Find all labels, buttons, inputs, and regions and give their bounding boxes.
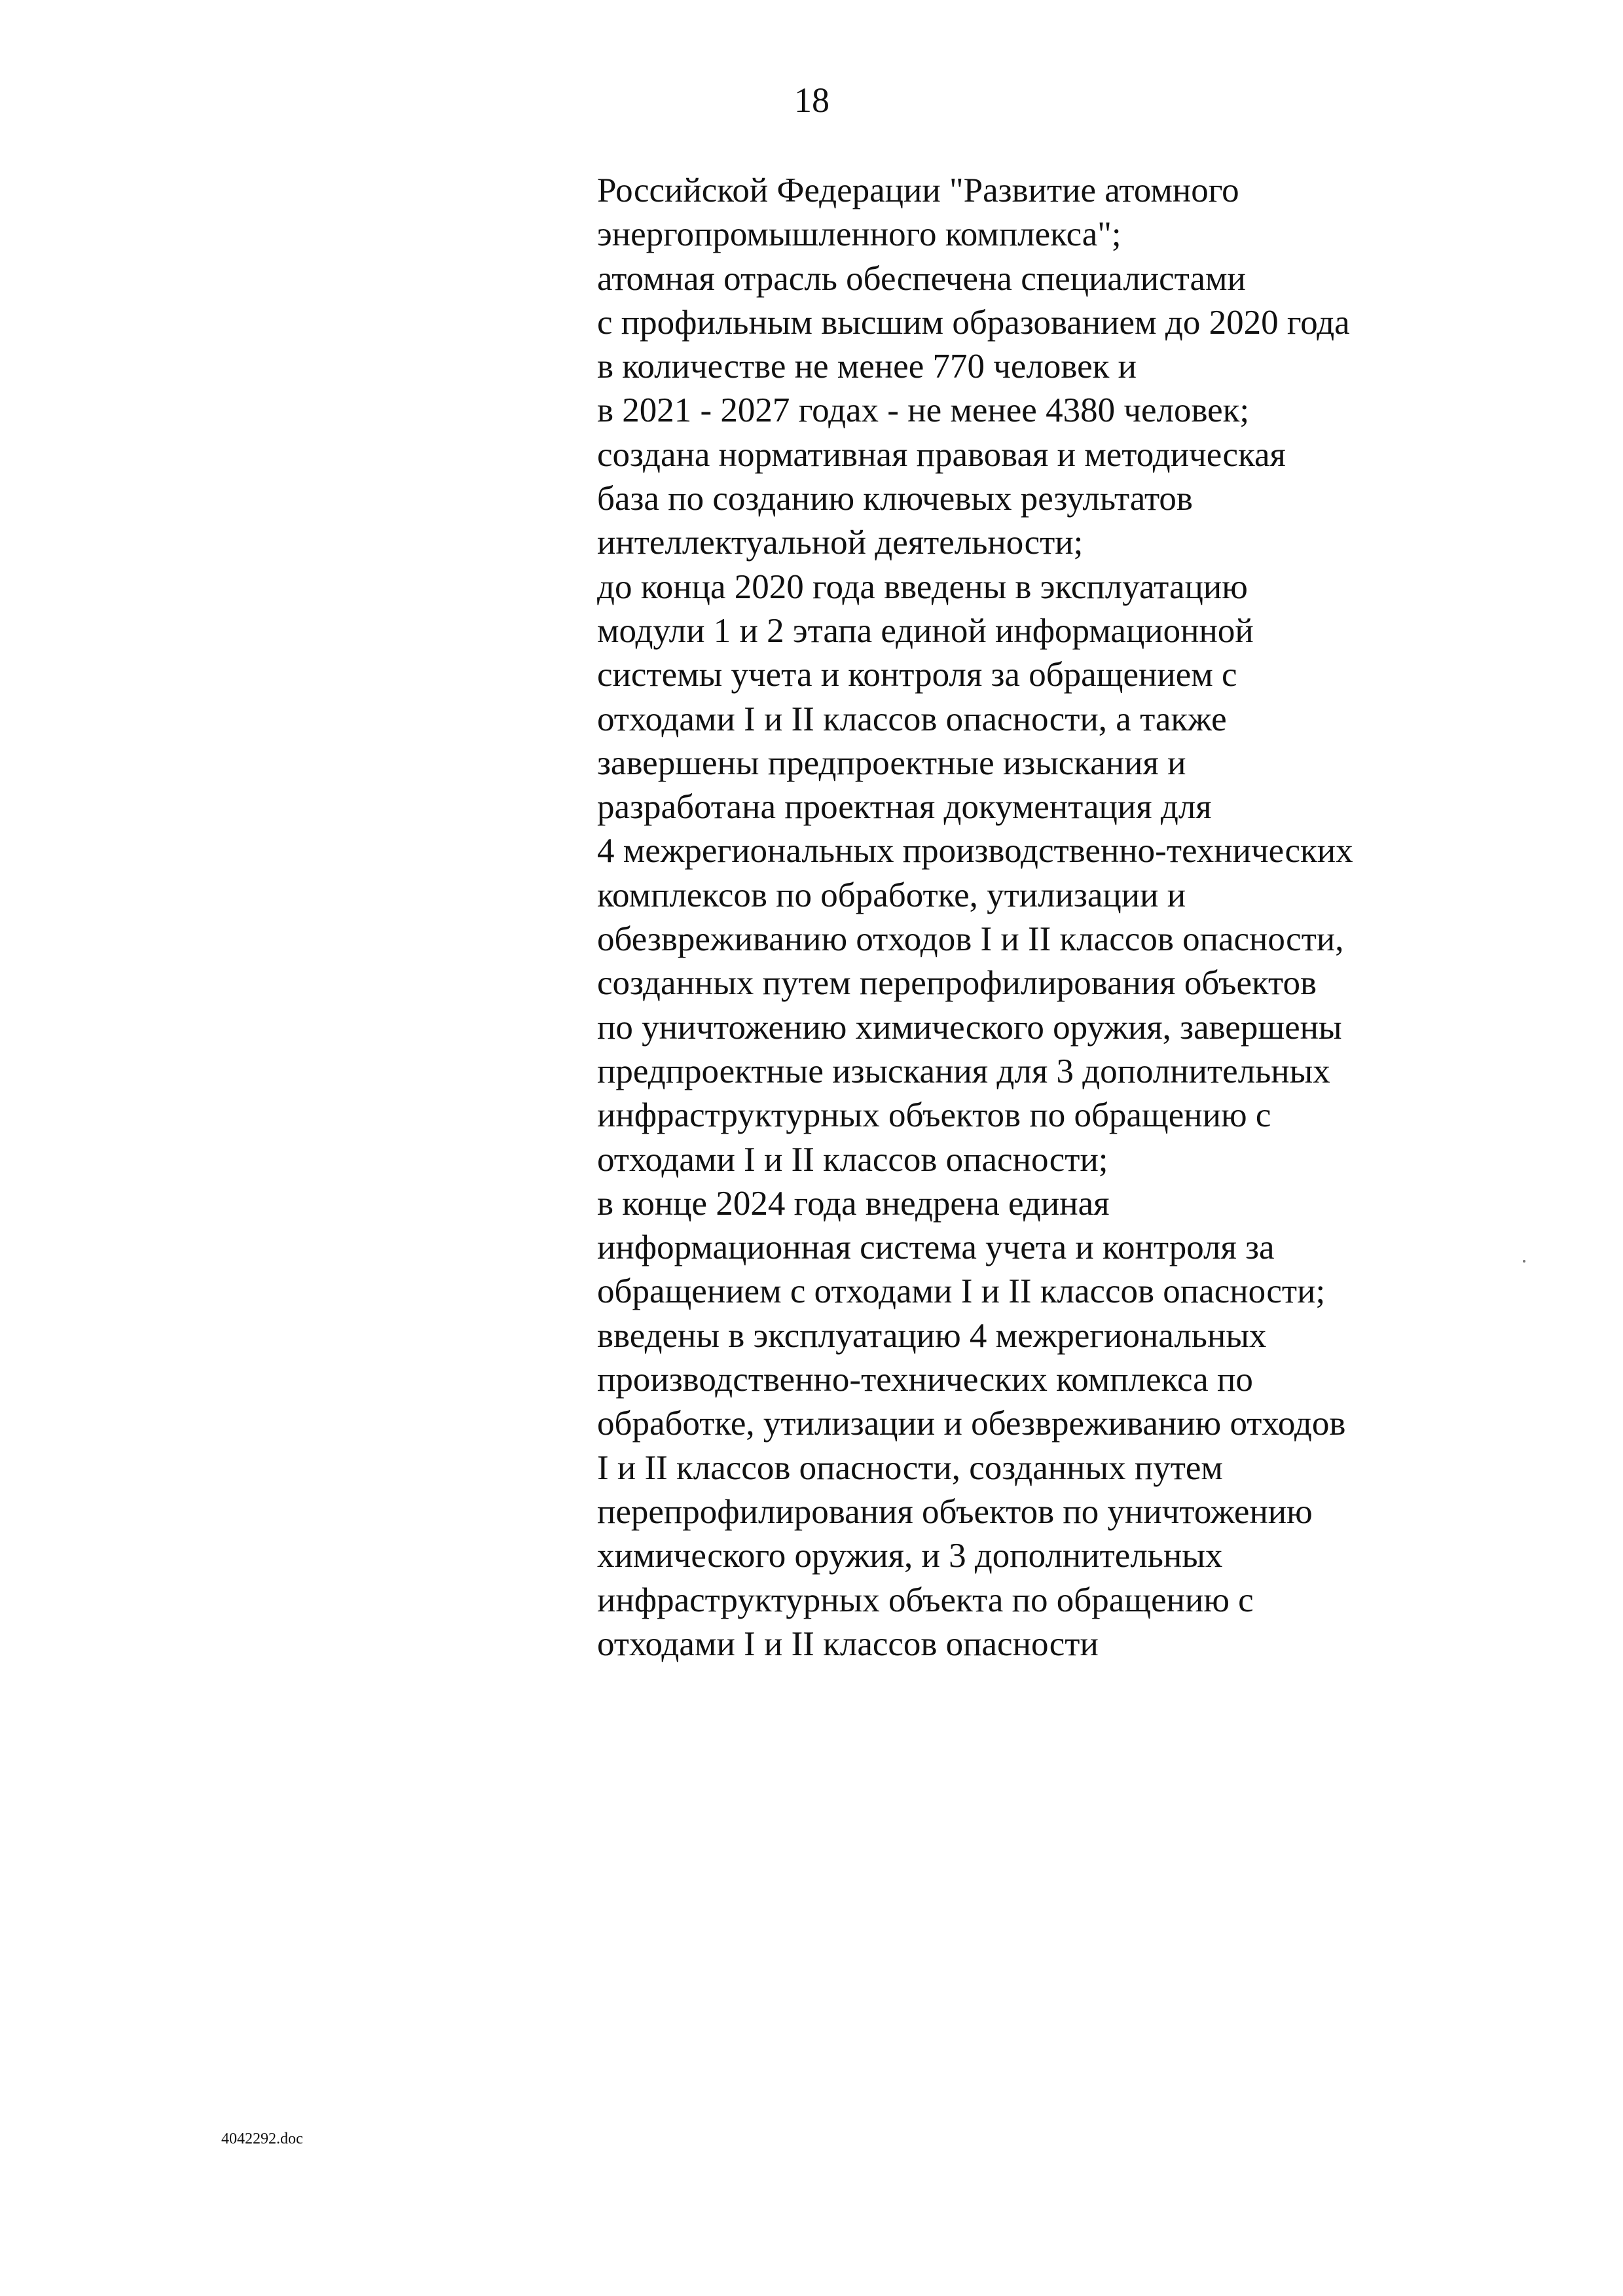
text-line: перепрофилирования объектов по уничтожению [597, 1492, 1313, 1531]
text-line: обезвреживанию отходов I и II классов опасности, [597, 920, 1344, 959]
text-line: введены в эксплуатацию 4 межрегиональных [597, 1316, 1267, 1355]
text-line: отходами I и II классов опасности, а также [597, 700, 1227, 738]
text-line: химического оружия, и 3 дополнительных [597, 1537, 1223, 1575]
text-line: инфраструктурных объекта по обращению с [597, 1581, 1254, 1619]
text-line: 4 межрегиональных производственно-технических [597, 832, 1353, 870]
text-line: обращением с отходами I и II классов опасности; [597, 1272, 1326, 1311]
text-line: по уничтожению химического оружия, завершены [597, 1008, 1342, 1047]
text-line: отходами I и II классов опасности; [597, 1140, 1108, 1179]
text-line: обработке, утилизации и обезвреживанию отходов [597, 1405, 1346, 1443]
text-line: предпроектные изыскания для 3 дополнительных [597, 1052, 1330, 1090]
text-line: база по созданию ключевых результатов [597, 480, 1193, 518]
text-line: с профильным высшим образованием до 2020 года [597, 303, 1350, 342]
text-line: комплексов по обработке, утилизации и [597, 876, 1186, 914]
text-line: завершены предпроектные изыскания и [597, 744, 1186, 782]
text-line: разработана проектная документация для [597, 788, 1212, 827]
page-number: 18 [794, 81, 830, 120]
text-line: информационная система учета и контроля за [597, 1229, 1275, 1267]
text-line: до конца 2020 года введены в эксплуатацию [597, 567, 1248, 606]
text-line: интеллектуальной деятельности; [597, 524, 1084, 562]
text-line: Российской Федерации "Развитие атомного [597, 171, 1239, 209]
scan-speck [1523, 1260, 1525, 1263]
text-line: энергопромышленного комплекса"; [597, 215, 1122, 254]
text-line: отходами I и II классов опасности [597, 1624, 1099, 1663]
text-line: атомная отрасль обеспечена специалистами [597, 259, 1246, 298]
text-line: в количестве не менее 770 человек и [597, 348, 1137, 386]
text-line: созданных путем перепрофилирования объектов [597, 964, 1317, 1003]
text-line: в 2021 - 2027 годах - не менее 4380 человек; [597, 391, 1250, 430]
text-line: инфраструктурных объектов по обращению с [597, 1096, 1271, 1135]
text-line: модули 1 и 2 этапа единой информационной [597, 611, 1254, 650]
text-line: системы учета и контроля за обращением с [597, 656, 1237, 694]
text-line: производственно-технических комплекса по [597, 1361, 1253, 1399]
document-filename: 4042292.doc [221, 2130, 303, 2147]
text-line: в конце 2024 года внедрена единая [597, 1184, 1110, 1223]
text-line: создана нормативная правовая и методическая [597, 435, 1286, 474]
text-line: I и II классов опасности, созданных путем [597, 1448, 1223, 1487]
body-text [597, 169, 1487, 1666]
